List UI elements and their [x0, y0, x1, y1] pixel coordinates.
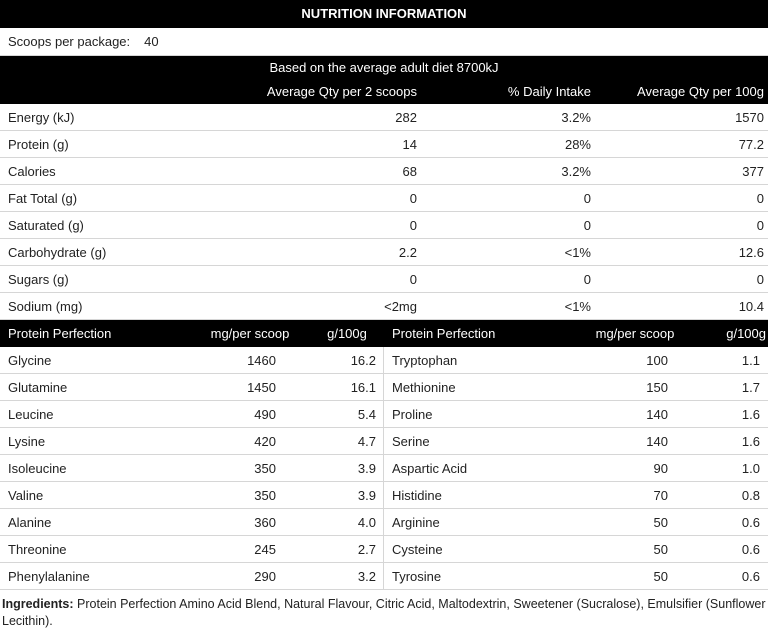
table-row	[0, 266, 768, 293]
amino-mg: 100	[646, 353, 668, 368]
table-row	[384, 563, 768, 590]
amino-g: 5.4	[357, 407, 376, 422]
amino-left-column	[0, 347, 384, 590]
table-row	[0, 185, 768, 212]
qty-per-2-scoops: <2mg	[384, 299, 417, 314]
nutrient-name: Fat Total (g)	[8, 191, 78, 206]
amino-g: 1.0	[741, 461, 760, 476]
amino-header-g: g/100g	[327, 326, 367, 341]
daily-intake: 28%	[564, 137, 591, 152]
table-row	[0, 347, 383, 374]
amino-mg: 140	[646, 434, 668, 449]
amino-header-name: Protein Perfection	[8, 326, 112, 341]
scoops-label: Scoops per package:	[8, 34, 131, 49]
nutrient-name: Protein (g)	[8, 137, 69, 152]
amino-mg: 90	[653, 461, 668, 476]
qty-per-100g: 10.4	[738, 299, 764, 314]
based-on-diet: Based on the average adult diet 8700kJ	[0, 56, 768, 80]
nutrient-name: Sugars (g)	[8, 272, 69, 287]
table-row	[0, 131, 768, 158]
daily-intake: <1%	[564, 245, 591, 260]
qty-per-2-scoops: 0	[409, 218, 417, 233]
qty-per-2-scoops: 68	[402, 164, 417, 179]
daily-intake: 3.2%	[561, 110, 591, 125]
table-row	[0, 455, 383, 482]
table-row	[384, 455, 768, 482]
qty-per-100g: 0	[756, 191, 764, 206]
nutrient-table-header	[0, 80, 768, 104]
amino-mg: 350	[254, 461, 276, 476]
qty-per-2-scoops: 282	[395, 110, 417, 125]
daily-intake: 0	[583, 272, 591, 287]
amino-name: Aspartic Acid	[392, 461, 468, 476]
amino-header-mg: mg/per scoop	[210, 326, 290, 341]
amino-g: 1.6	[741, 407, 760, 422]
table-row	[384, 374, 768, 401]
qty-per-100g: 77.2	[738, 137, 764, 152]
table-row	[384, 509, 768, 536]
amino-mg: 1450	[247, 380, 276, 395]
amino-name: Valine	[8, 488, 44, 503]
amino-mg: 140	[646, 407, 668, 422]
amino-header-g-right: g/100g	[726, 326, 766, 341]
qty-per-2-scoops: 2.2	[398, 245, 417, 260]
amino-name: Glycine	[8, 353, 52, 368]
amino-name: Tyrosine	[392, 569, 442, 584]
amino-g: 4.0	[357, 515, 376, 530]
amino-name: Proline	[392, 407, 433, 422]
amino-g: 16.2	[350, 353, 376, 368]
amino-name: Lysine	[8, 434, 46, 449]
amino-name: Alanine	[8, 515, 52, 530]
panel-title: NUTRITION INFORMATION	[0, 0, 768, 28]
amino-g: 4.7	[357, 434, 376, 449]
table-row	[384, 401, 768, 428]
amino-mg: 150	[646, 380, 668, 395]
table-row	[0, 401, 383, 428]
amino-name: Cysteine	[392, 542, 443, 557]
table-row	[0, 104, 768, 131]
nutrient-table	[0, 104, 768, 320]
table-row	[0, 293, 768, 320]
amino-table-header	[0, 320, 768, 347]
amino-mg: 50	[653, 542, 668, 557]
nutrient-name: Energy (kJ)	[8, 110, 75, 125]
amino-mg: 350	[254, 488, 276, 503]
table-row	[0, 563, 383, 590]
amino-g: 1.6	[741, 434, 760, 449]
amino-g: 2.7	[357, 542, 376, 557]
amino-mg: 70	[653, 488, 668, 503]
daily-intake: 3.2%	[561, 164, 591, 179]
daily-intake: <1%	[564, 299, 591, 314]
amino-g: 0.6	[741, 542, 760, 557]
amino-g: 0.6	[741, 569, 760, 584]
amino-mg: 245	[254, 542, 276, 557]
table-row	[384, 482, 768, 509]
nutrient-name: Sodium (mg)	[8, 299, 83, 314]
table-row	[384, 347, 768, 374]
qty-per-2-scoops: 0	[409, 191, 417, 206]
scoops-per-package	[0, 28, 768, 56]
header-daily-intake: % Daily Intake	[507, 84, 591, 99]
table-row	[0, 239, 768, 266]
amino-g: 0.6	[741, 515, 760, 530]
amino-mg: 50	[653, 569, 668, 584]
amino-g: 3.2	[357, 569, 376, 584]
table-row	[384, 536, 768, 563]
amino-g: 1.1	[741, 353, 760, 368]
ingredients-text: Protein Perfection Amino Acid Blend, Natural Flavour, Citric Acid, Maltodextrin, Sweetener (Sucralose), Emulsifier (Sunflower Lecithin).	[2, 597, 766, 628]
qty-per-2-scoops: 0	[409, 272, 417, 287]
nutrient-name: Saturated (g)	[8, 218, 84, 233]
qty-per-100g: 12.6	[738, 245, 764, 260]
amino-name: Isoleucine	[8, 461, 67, 476]
qty-per-100g: 0	[756, 218, 764, 233]
table-row	[0, 509, 383, 536]
daily-intake: 0	[583, 191, 591, 206]
table-row	[0, 374, 383, 401]
header-per-100g: Average Qty per 100g	[637, 84, 764, 99]
amino-g: 3.9	[357, 461, 376, 476]
amino-mg: 360	[254, 515, 276, 530]
qty-per-2-scoops: 14	[402, 137, 417, 152]
daily-intake: 0	[583, 218, 591, 233]
amino-name: Serine	[392, 434, 430, 449]
amino-name: Histidine	[392, 488, 442, 503]
header-nutrient	[0, 80, 200, 104]
amino-header-name-right: Protein Perfection	[392, 326, 496, 341]
amino-g: 16.1	[350, 380, 376, 395]
ingredients-label: Ingredients:	[2, 597, 74, 611]
table-row	[0, 482, 383, 509]
table-row	[0, 428, 383, 455]
amino-mg: 50	[653, 515, 668, 530]
amino-mg: 420	[254, 434, 276, 449]
qty-per-100g: 377	[742, 164, 764, 179]
table-row	[0, 158, 768, 185]
amino-header-mg-right: mg/per scoop	[595, 326, 675, 341]
amino-name: Leucine	[8, 407, 54, 422]
amino-g: 0.8	[741, 488, 760, 503]
amino-table	[0, 347, 768, 590]
qty-per-100g: 0	[756, 272, 764, 287]
scoops-value: 40	[144, 34, 159, 49]
amino-name: Methionine	[392, 380, 456, 395]
nutrient-name: Calories	[8, 164, 56, 179]
amino-g: 3.9	[357, 488, 376, 503]
table-row	[0, 536, 383, 563]
header-per-2-scoops: Average Qty per 2 scoops	[266, 84, 417, 99]
amino-name: Glutamine	[8, 380, 68, 395]
nutrient-name: Carbohydrate (g)	[8, 245, 107, 260]
amino-mg: 1460	[247, 353, 276, 368]
amino-right-column	[384, 347, 768, 590]
amino-name: Phenylalanine	[8, 569, 90, 584]
qty-per-100g: 1570	[735, 110, 764, 125]
amino-mg: 490	[254, 407, 276, 422]
amino-g: 1.7	[741, 380, 760, 395]
table-row	[0, 212, 768, 239]
ingredients	[0, 590, 768, 630]
table-row	[384, 428, 768, 455]
amino-mg: 290	[254, 569, 276, 584]
amino-name: Arginine	[392, 515, 440, 530]
amino-name: Threonine	[8, 542, 67, 557]
amino-name: Tryptophan	[392, 353, 458, 368]
